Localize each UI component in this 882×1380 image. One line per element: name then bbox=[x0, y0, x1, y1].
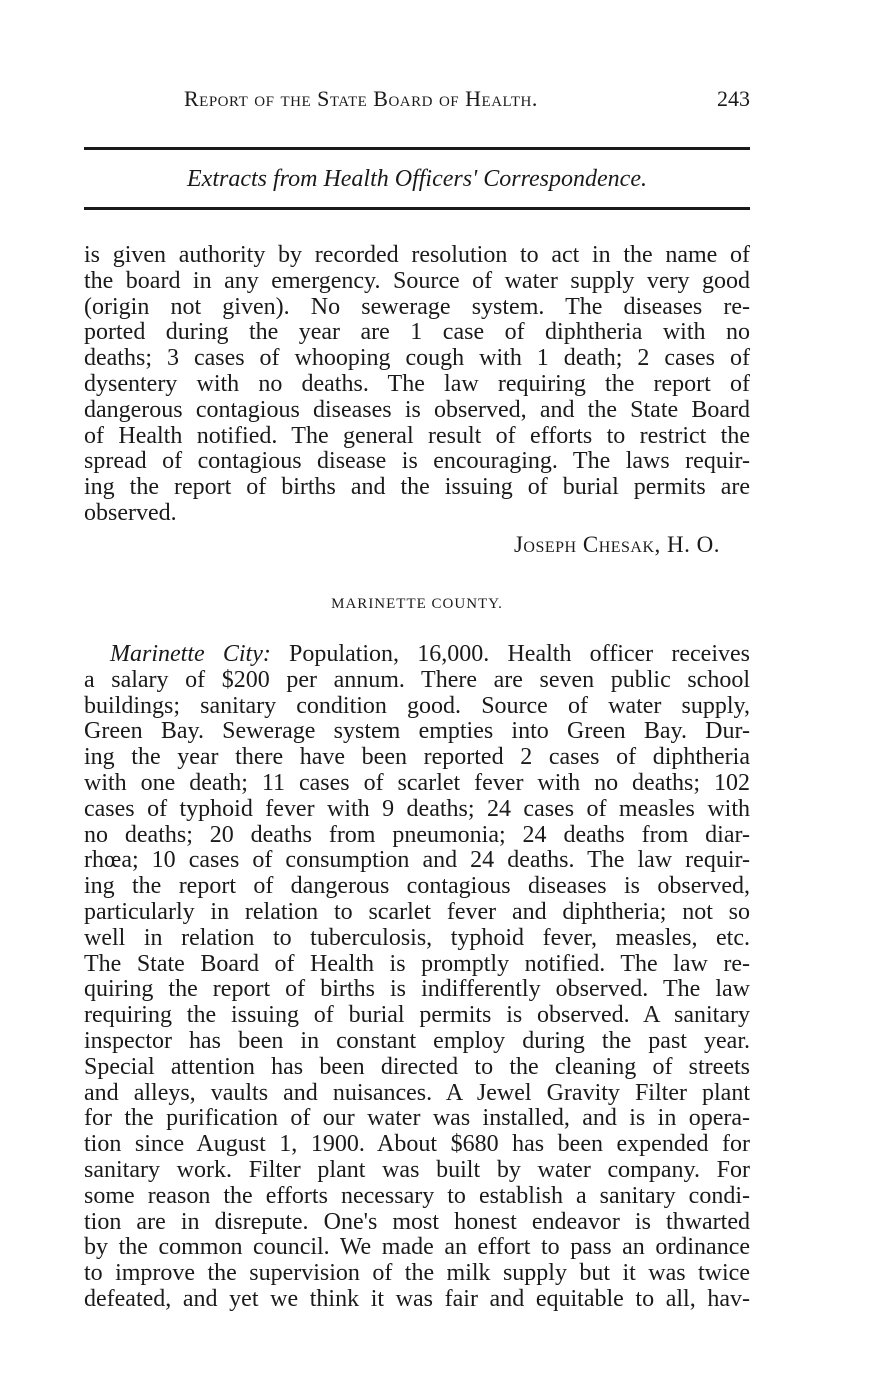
text-line: is given authority by recorded resolution to act in the name of bbox=[84, 242, 750, 268]
text-line: (origin not given). No sewerage system. The diseases re- bbox=[84, 293, 750, 320]
text-line: requiring the issuing of burial permits is observed. A sanitary bbox=[84, 1002, 750, 1029]
signature: Joseph Chesak, H. O. bbox=[513, 532, 720, 557]
text-line: Green Bay. Sewerage system empties into Green Bay. Dur- bbox=[84, 718, 750, 745]
text-line: tion are in disrepute. One's most honest endeavor is thwarted bbox=[84, 1208, 750, 1235]
top-rule bbox=[84, 147, 750, 150]
text-line: no deaths; 20 deaths from pneumonia; 24 deaths from diar- bbox=[84, 821, 750, 848]
text-line: cases of typhoid fever with 9 deaths; 24 cases of measles with bbox=[84, 795, 750, 822]
bottom-rule bbox=[84, 207, 750, 210]
text-line: dysentery with no deaths. The law requiring the report of bbox=[84, 370, 750, 397]
text-line: sanitary work. Filter plant was built by water company. For bbox=[84, 1156, 750, 1183]
page-number: 243 bbox=[717, 86, 750, 111]
text-line: defeated, and yet we think it was fair and equitable to all, hav- bbox=[84, 1285, 750, 1312]
text-line: of Health notified. The general result of efforts to restrict the bbox=[84, 422, 750, 449]
text-line: by the common council. We made an effort to pass an ordinance bbox=[84, 1234, 750, 1261]
text-line: a salary of $200 per annum. There are seven public school bbox=[84, 666, 750, 693]
text-line: quiring the report of births is indifferently observed. The law bbox=[84, 976, 750, 1003]
text-line: with one death; 11 cases of scarlet fever with no deaths; 102 bbox=[84, 769, 750, 796]
place-name: Marinette City: bbox=[110, 641, 271, 667]
text-line: ing the year there have been reported 2 cases of diphtheria bbox=[84, 744, 750, 771]
text-line: The State Board of Health is promptly notified. The law re- bbox=[84, 950, 750, 977]
text-line: ing the report of births and the issuing of burial permits are bbox=[84, 474, 750, 501]
section-title: Extracts from Health Officers' Correspondence. bbox=[187, 166, 647, 192]
text-line: and alleys, vaults and nuisances. A Jewel Gravity Filter plant bbox=[84, 1079, 750, 1106]
text-line: well in relation to tuberculosis, typhoid fever, measles, etc. bbox=[84, 924, 750, 951]
county-heading: MARINETTE COUNTY. bbox=[331, 596, 503, 612]
text-line: spread of contagious disease is encouraging. The laws requir- bbox=[84, 448, 750, 475]
text-line: the board in any emergency. Source of water supply very good bbox=[84, 267, 750, 294]
text-line: dangerous contagious diseases is observed, and the State Board bbox=[84, 396, 750, 423]
text-line: ing the report of dangerous contagious diseases is observed, bbox=[84, 873, 750, 900]
text-line: ported during the year are 1 case of diphtheria with no bbox=[84, 319, 750, 346]
text-line: for the purification of our water was installed, and is in opera- bbox=[84, 1105, 750, 1132]
text-line: inspector has been in constant employ during the past year. bbox=[84, 1027, 750, 1054]
running-head bbox=[84, 86, 750, 118]
text-line: buildings; sanitary condition good. Source of water supply, bbox=[84, 692, 750, 719]
text-line: particularly in relation to scarlet fever and diphtheria; not so bbox=[84, 898, 750, 925]
text-line: tion since August 1, 1900. About $680 has been expended for bbox=[84, 1131, 750, 1158]
text-line: observed. bbox=[84, 499, 177, 526]
marinette-paragraph bbox=[84, 642, 750, 1313]
text-line: to improve the supervision of the milk supply but it was twice bbox=[84, 1260, 750, 1287]
first-line-text: Population, 16,000. Health officer receives bbox=[270, 641, 750, 667]
text-line: rhœa; 10 cases of consumption and 24 deaths. The law requir- bbox=[84, 847, 750, 874]
text-line: Special attention has been directed to the cleaning of streets bbox=[84, 1053, 750, 1080]
text-line bbox=[84, 642, 750, 668]
text-line: deaths; 3 cases of whooping cough with 1 death; 2 cases of bbox=[84, 345, 750, 372]
running-title: Report of the State Board of Health. bbox=[184, 86, 538, 111]
text-line: some reason the efforts necessary to establish a sanitary condi- bbox=[84, 1182, 750, 1209]
continuation-paragraph bbox=[84, 243, 750, 527]
